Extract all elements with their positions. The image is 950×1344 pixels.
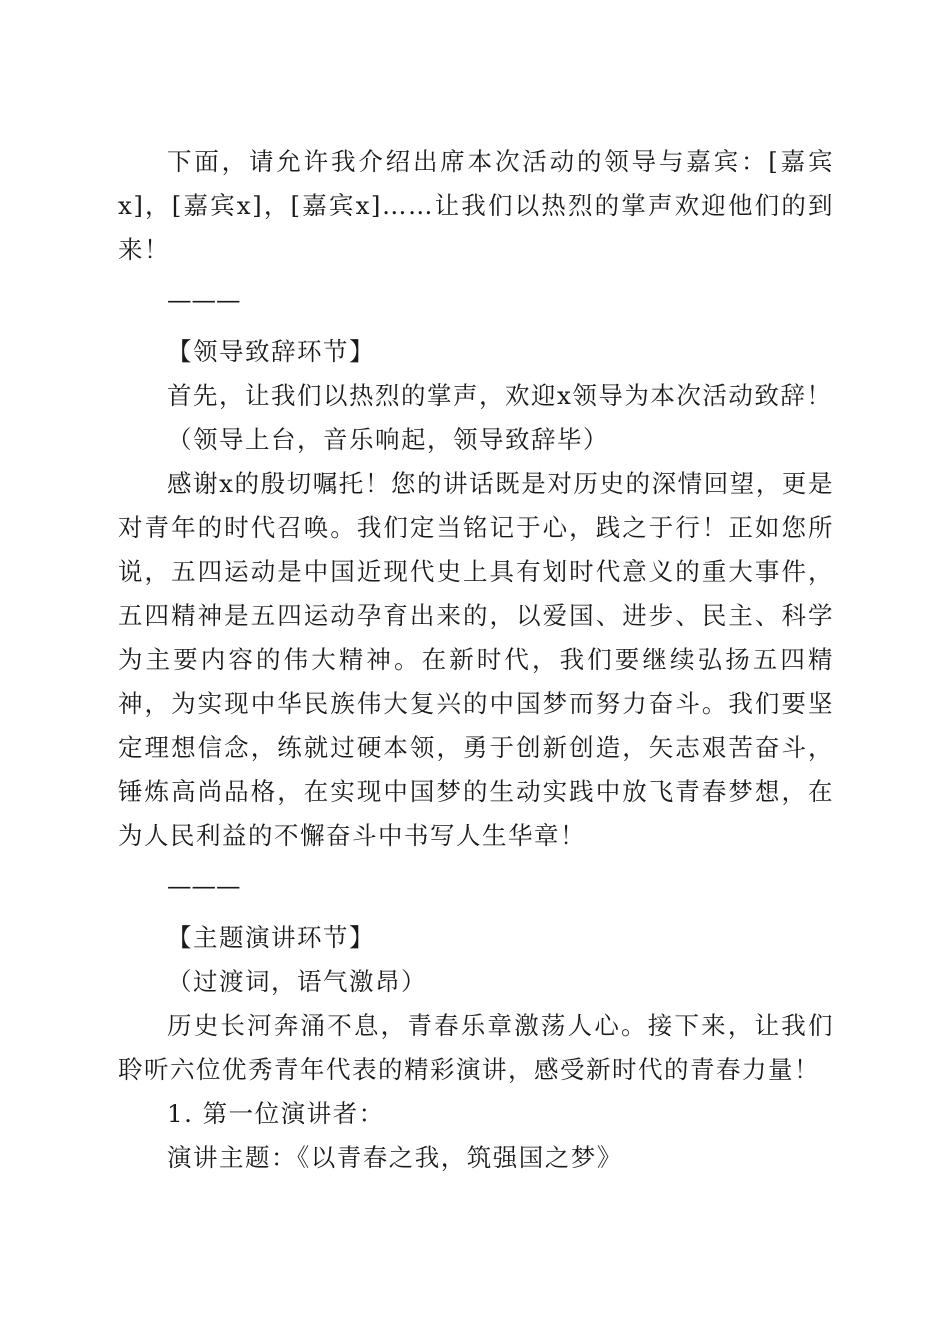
paragraph-guest-introduction: 下面，请允许我介绍出席本次活动的领导与嘉宾：[嘉宾x]，[嘉宾x]，[嘉宾x]……让我们以热烈的掌声欢迎他们的到来！ [118, 147, 834, 264]
paragraph-transition: 历史长河奔涌不息，青春乐章激荡人心。接下来，让我们聆听六位优秀青年代表的精彩演讲，感受新时代的青春力量！ [118, 1011, 834, 1084]
paragraph-speech-topic: 演讲主题：《以青春之我，筑强国之梦》 [167, 1143, 623, 1172]
paragraph-thanks: 感谢x的殷切嘱托！您的讲话既是对历史的深情回望，更是对青年的时代召唤。我们定当铭记于心，践之于行！正如您所说，五四运动是中国近现代史上具有划时代意义的重大事件，五四精神是五四运动孕育出来的，以爱国、进步、民主、科学为主要内容的伟大精神。在新时代，我们要继续弘扬五四精神，为实现中华民族伟大复兴的中国梦而努力奋斗。我们要坚定理想信念，练就过硬本领，勇于创新创造，矢志艰苦奋斗，锤炼高尚品格，在实现中国梦的生动实践中放飞青春梦想，在为人民利益的不懈奋斗中书写人生华章！ [118, 469, 834, 850]
section-heading-theme-speech: 【主题演讲环节】 [167, 923, 375, 952]
paragraph-first-speaker: 1. 第一位演讲者： [167, 1099, 385, 1128]
paragraph-transition-note: （过渡词，语气激昂） [167, 967, 427, 996]
paragraph-leader-invite: 首先，让我们以热烈的掌声，欢迎x领导为本次活动致辞！ [167, 381, 833, 410]
document-body [118, 140, 834, 1180]
paragraph-stage-direction: （领导上台，音乐响起，领导致辞毕） [167, 425, 609, 454]
section-heading-leader-speech: 【领导致辞环节】 [167, 337, 375, 366]
section-separator: ——— [167, 285, 241, 314]
section-separator: ——— [167, 871, 241, 900]
